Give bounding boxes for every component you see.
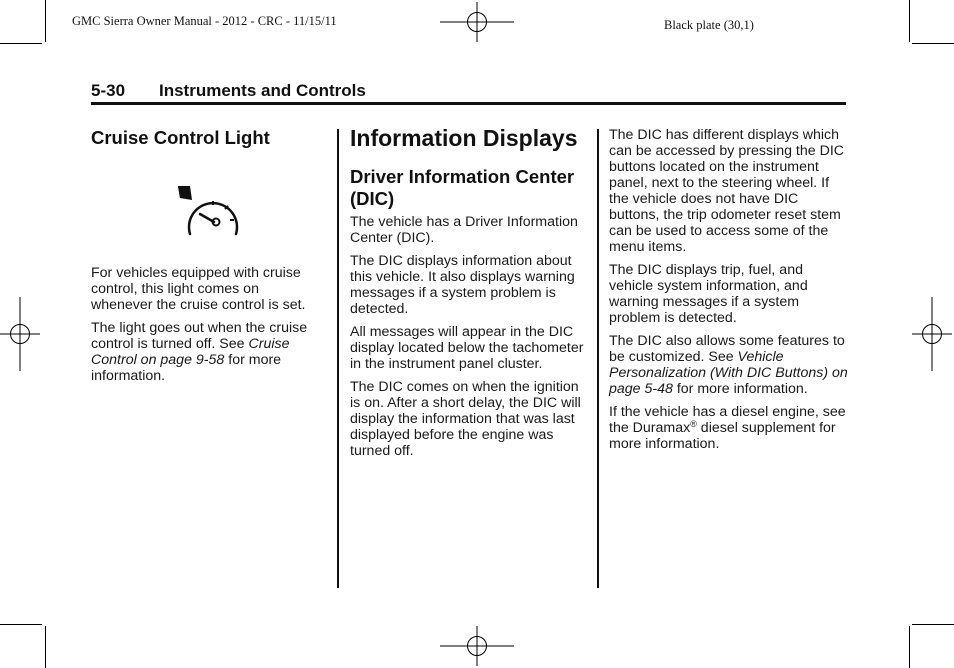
plate-info-left: GMC Sierra Owner Manual - 2012 - CRC - 11/15/11 (72, 14, 337, 28)
registered-mark: ® (690, 419, 697, 429)
dic-details-text (609, 127, 849, 459)
paragraph: The DIC displays information about this vehicle. It also displays warning messages if a system problem is detected. (350, 253, 575, 317)
paragraph: The DIC comes on when the ignition is on. After a short delay, the DIC will display the information that was last displayed before the engine was turned off. (350, 379, 581, 459)
plate-info-right: Black plate (30,1) (664, 18, 754, 32)
cross-reference-link[interactable]: Cruise Control on page 9-58 (91, 336, 290, 368)
paragraph: All messages will appear in the DIC display located below the tachometer in the instrument panel cluster. (350, 324, 584, 372)
page-title: Information Displays (350, 125, 578, 151)
crop-mark (912, 624, 954, 625)
paragraph: The DIC also allows some features to be customized. See Vehicle Personalization (With DIC Buttons) on page 5-48 for more information. (609, 333, 848, 397)
header-rule (91, 102, 846, 105)
cruise-control-light-heading: Cruise Control Light (91, 127, 270, 148)
cross-reference-link[interactable]: Vehicle Personalization (With DIC Buttons) on page 5-48 (609, 349, 848, 397)
cruise-control-text (91, 265, 323, 391)
crop-mark (912, 43, 954, 44)
section-title: Instruments and Controls (159, 81, 366, 100)
crop-mark (45, 0, 46, 42)
paragraph: The light goes out when the cruise control is turned off. See Cruise Control on page 9-58 for more information. (91, 320, 308, 384)
paragraph: If the vehicle has a diesel engine, see the Duramax® diesel supplement for more information. (609, 404, 846, 452)
page-number: 5-30 (91, 81, 126, 100)
paragraph: The vehicle has a Driver Information Center (DIC). (350, 214, 578, 246)
registration-mark-left (0, 297, 40, 371)
column-divider (337, 129, 339, 588)
registration-mark-top (440, 2, 514, 42)
paragraph: The DIC displays trip, fuel, and vehicle system information, and warning messages if a system problem is detected. (609, 262, 808, 326)
column-divider (597, 129, 599, 588)
registration-mark-right (912, 297, 952, 371)
dic-intro-text (350, 214, 590, 466)
registration-mark-bottom (440, 626, 514, 666)
paragraph: For vehicles equipped with cruise control, this light comes on whenever the cruise control is set. (91, 265, 306, 313)
paragraph: The DIC has different displays which can be accessed by pressing the DIC buttons located on the instrument panel, next to the steering wheel. If the vehicle does not have DIC buttons, the trip odometer reset stem can be used to access some of the menu items. (609, 127, 845, 255)
cruise-control-icon (176, 184, 242, 240)
crop-mark (0, 43, 42, 44)
running-header (91, 81, 846, 101)
crop-mark (45, 626, 46, 668)
crop-mark (0, 624, 42, 625)
crop-mark (909, 0, 910, 42)
crop-mark (909, 626, 910, 668)
dic-heading: Driver Information Center (DIC) (350, 166, 575, 209)
